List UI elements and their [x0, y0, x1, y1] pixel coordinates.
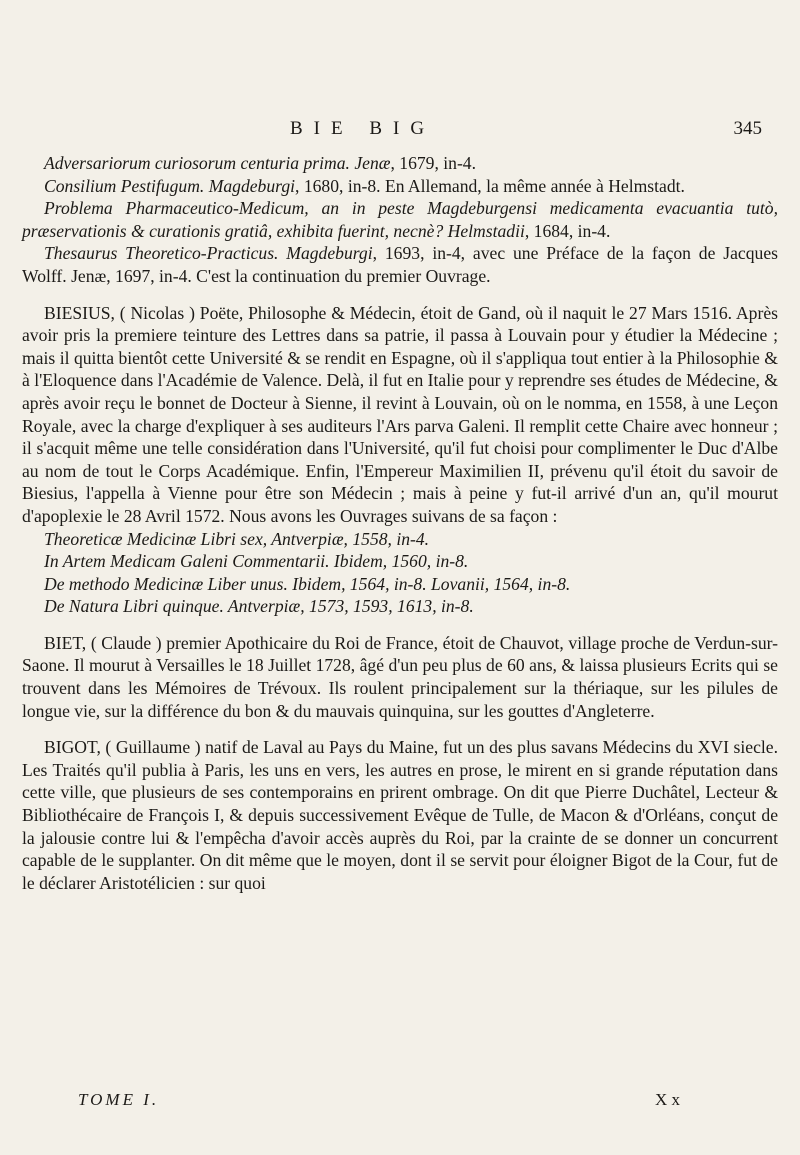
entry-biet [22, 632, 778, 722]
entry-text: , ( Claude ) premier Apothicaire du Roi de France, étoit de Chauvot, village proche de Verdun-sur-Saone. Il mourut à Versailles le 18 Juillet 1728, âgé d'un peu plus de 60 ans, & laissa plusieurs Ecrits qui se trouvent dans les Mémoires de Trévoux. Ils roulent principalement sur la thériaque, sur les pilules de longue vie, sur la différence du bon & du mauvais quinquina, sur les gouttes d'Angleterre. [22, 632, 778, 721]
entry-gap [22, 722, 778, 736]
entry-gap [22, 618, 778, 632]
entry-bigot [22, 736, 778, 894]
continuation-item [22, 175, 778, 198]
work-item: In Artem Medicam Galeni Commentarii. Ibidem, 1560, in-8. [44, 551, 469, 572]
continuation-item [22, 152, 778, 175]
continuation-item [22, 197, 778, 242]
work-item: De methodo Medicinæ Liber unus. Ibidem, 1564, in-8. Lovanii, 1564, in-8. [44, 573, 571, 594]
page-number: 345 [733, 118, 762, 139]
volume-label: TOME I. [78, 1090, 160, 1109]
page-footer [0, 1090, 800, 1114]
work-item: De Natura Libri quinque. Antverpiæ, 1573, 1593, 1613, in-8. [44, 596, 474, 617]
entry-biesius [22, 302, 778, 528]
entry-text: , ( Guillaume ) natif de Laval au Pays du Maine, fut un des plus savans Médecins du XVI siecle. Les Traités qu'il publia à Paris, les uns en vers, les autres en prose, le mirent en si grande réputation dans cette ville, que plusieurs de ses contemporains en prirent ombrage. On dit que Pierre Duchâtel, Lecteur & Bibliothécaire de François I, & depuis successivement Evêque de Tulle, de Macon & d'Orléans, conçut de la jalousie contre lui & l'empêcha d'avoir accès auprès du Roi, par la crainte de se donner un concurrent capable de le supplanter. On dit même que le moyen, dont il se servit pour éloigner Bigot de la Cour, fut de le déclarer Aristotélicien : sur quoi [22, 737, 778, 893]
work-title: Problema Pharmaceutico-Medicum, an in peste Magdeburgensi medicamenta evacuantia tutò, præservationis & curationis gratiâ, exhibita fuerint, necnè? Helmstadii [22, 198, 778, 241]
running-title: BIE BIG [290, 118, 436, 139]
work-details: , 1680, in-8. En Allemand, la même année à Helmstadt. [295, 175, 685, 196]
entry-heading: BIGOT [44, 737, 97, 758]
work-title: Adversariorum curiosorum centuria prima. Jenæ [44, 153, 391, 173]
entry-gap [22, 288, 778, 302]
work-title: Thesaurus Theoretico-Practicus. Magdeburgi [44, 243, 373, 264]
work-details: , 1693, in-4, avec une Préface de la façon de Jacques Wolff. Jenæ, 1697, in-4. C'est la continuation du premier Ouvrage. [22, 243, 778, 286]
work-item: Theoreticæ Medicinæ Libri sex, Antverpiæ, 1558, in-4. [44, 528, 430, 549]
entry-heading: BIESIUS [44, 302, 111, 323]
work-title: Consilium Pestifugum. Magdeburgi [44, 175, 296, 196]
work-details: , 1679, in-4. [390, 153, 477, 173]
entry-heading: BIET [44, 632, 82, 653]
signature-mark: X x [655, 1090, 681, 1109]
entry-text: , ( Nicolas ) Poëte, Philosophe & Médecin, étoit de Gand, où il naquit le 27 Mars 1516. Après avoir pris la premiere teinture des Lettres dans sa patrie, il passa à Louvain pour y étudier la Médecine ; mais il quitta bientôt cette Université & se rendit en Espagne, où il s'appliqua tout entier à la Philosophie & à l'Eloquence dans l'Académie de Valence. Delà, il fut en Italie pour y reprendre ses études de Médecine, & après avoir reçu le bonnet de Docteur à Sienne, il revint à Louvain, où on le nomma, en 1558, à une Leçon Royale, avec la charge d'expliquer à ses auditeurs l'Ars parva Galeni. Il remplit cette Chaire avec honneur ; il s'acquit même une telle considération dans l'Université, qu'il fut choisi pour complimenter le Duc d'Albe au nom de tout le Corps Académique. Enfin, l'Empereur Maximilien II, prévenu qu'il étoit du savoir de Biesius, l'appella à Vienne pour être son Médecin ; mais à peine y fut-il arrivé d'un an, qu'il mourut d'apoplexie le 28 Avril 1572. Nous avons les Ouvrages suivans de sa façon : [22, 302, 778, 526]
page-body [22, 152, 778, 894]
running-head [0, 118, 800, 142]
work-details: , 1684, in-4. [524, 220, 611, 241]
continuation-item [22, 242, 778, 287]
